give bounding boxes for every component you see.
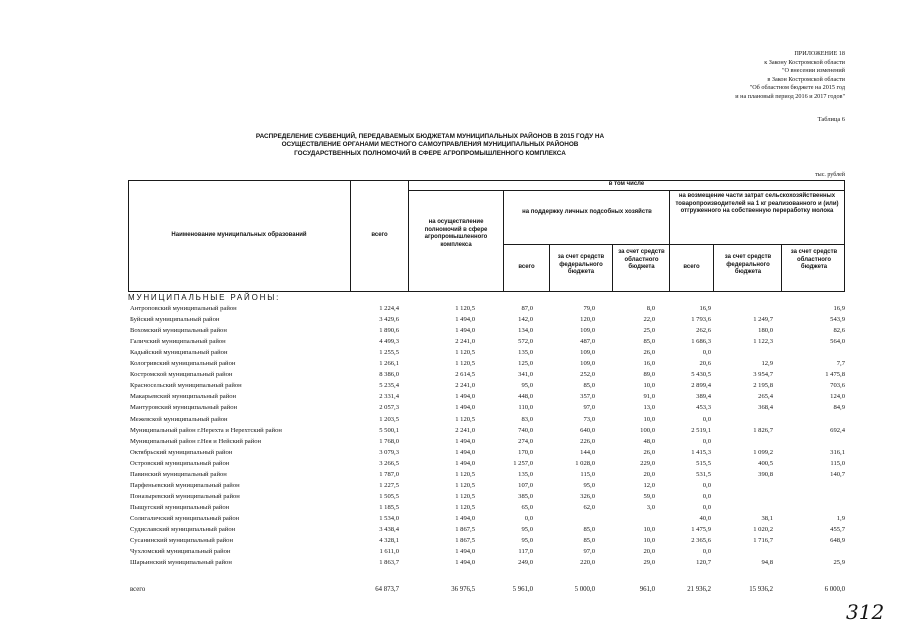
value-cell: 1 768,0 bbox=[379, 437, 399, 445]
value-cell: 59,0 bbox=[643, 492, 655, 500]
col-federal-header: за счет средств федерального бюджета bbox=[557, 254, 605, 276]
value-cell: 7,7 bbox=[836, 360, 845, 368]
document-title bbox=[180, 133, 680, 158]
district-name-cell: Сусанинский муниципальный район bbox=[130, 537, 233, 545]
value-cell: 20,0 bbox=[643, 548, 655, 556]
value-cell: 2 241,0 bbox=[455, 426, 475, 434]
value-cell: 1 224,4 bbox=[379, 305, 399, 312]
value-cell: 740,0 bbox=[518, 426, 533, 434]
total-cell: 5 000,0 bbox=[574, 586, 595, 593]
value-cell: 1 255,5 bbox=[379, 349, 399, 357]
value-cell: 1 120,5 bbox=[455, 470, 475, 478]
total-cell: 15 936,2 bbox=[749, 586, 773, 593]
value-cell: 29,0 bbox=[643, 559, 655, 567]
value-cell: 487,0 bbox=[580, 338, 595, 346]
district-name-cell: Красносельский муниципальный район bbox=[130, 382, 242, 390]
value-cell: 82,6 bbox=[833, 327, 845, 335]
value-cell: 117,0 bbox=[518, 548, 533, 556]
value-cell: 1 494,0 bbox=[455, 448, 475, 456]
value-cell: 8,0 bbox=[646, 305, 655, 312]
value-cell: 1 120,5 bbox=[455, 415, 475, 423]
value-cell: 1 185,5 bbox=[379, 503, 399, 511]
value-cell: 1 494,0 bbox=[455, 393, 475, 401]
value-cell: 85,0 bbox=[583, 526, 595, 533]
value-cell: 1 494,0 bbox=[455, 316, 475, 324]
value-cell: 62,0 bbox=[583, 503, 595, 511]
table-row bbox=[0, 349, 905, 360]
units-label: тыс. рублей bbox=[815, 172, 845, 178]
value-cell: 1 203,5 bbox=[379, 415, 399, 423]
district-name-cell: Чухломский муниципальный район bbox=[130, 548, 231, 556]
value-cell: 95,0 bbox=[521, 526, 533, 533]
value-cell: 1 494,0 bbox=[455, 327, 475, 335]
value-cell: 120,0 bbox=[580, 316, 595, 324]
value-cell: 1 863,7 bbox=[379, 559, 399, 567]
value-cell: 5 430,5 bbox=[691, 371, 711, 379]
value-cell: 3 438,4 bbox=[379, 526, 399, 533]
value-cell: 135,0 bbox=[518, 349, 533, 357]
value-cell: 2 365,6 bbox=[691, 537, 711, 545]
col-subtotal-header: всего bbox=[518, 264, 535, 270]
value-cell: 1 494,0 bbox=[455, 459, 475, 467]
value-cell: 1 120,5 bbox=[455, 503, 475, 511]
value-cell: 692,4 bbox=[830, 426, 845, 434]
value-cell: 95,0 bbox=[583, 481, 595, 489]
table-row bbox=[0, 338, 905, 349]
value-cell: 2 614,5 bbox=[455, 371, 475, 379]
value-cell: 91,0 bbox=[643, 393, 655, 401]
value-cell: 1 266,1 bbox=[379, 360, 399, 368]
value-cell: 20,6 bbox=[699, 360, 711, 368]
value-cell: 1,9 bbox=[836, 514, 845, 522]
value-cell: 368,4 bbox=[758, 404, 773, 412]
header-line: к Закону Костромской области bbox=[764, 58, 845, 66]
value-cell: 1 494,0 bbox=[455, 404, 475, 412]
district-name-cell: Мантуровский муниципальный район bbox=[130, 404, 238, 412]
value-cell: 515,5 bbox=[696, 459, 711, 467]
value-cell: 13,0 bbox=[643, 404, 655, 412]
district-name-cell: Шарьинский муниципальный район bbox=[130, 559, 232, 567]
total-label: всего bbox=[130, 586, 146, 593]
section-title: МУНИЦИПАЛЬНЫЕ РАЙОНЫ: bbox=[128, 293, 281, 302]
value-cell: 1 120,5 bbox=[455, 492, 475, 500]
value-cell: 249,0 bbox=[518, 559, 533, 567]
value-cell: 125,0 bbox=[518, 360, 533, 368]
value-cell: 85,0 bbox=[583, 382, 595, 390]
value-cell: 1 122,3 bbox=[753, 338, 773, 346]
value-cell: 120,7 bbox=[696, 559, 711, 567]
value-cell: 115,0 bbox=[830, 459, 845, 467]
value-cell: 531,5 bbox=[696, 470, 711, 478]
table-row bbox=[0, 393, 905, 404]
value-cell: 1 867,5 bbox=[455, 537, 475, 545]
value-cell: 1 494,0 bbox=[455, 514, 475, 522]
table-row bbox=[0, 537, 905, 548]
district-name-cell: Межевской муниципальный район bbox=[130, 415, 228, 423]
value-cell: 1 494,0 bbox=[455, 548, 475, 556]
total-cell: 5 961,0 bbox=[512, 586, 533, 593]
value-cell: 1 475,9 bbox=[691, 526, 711, 533]
total-cell: 36 976,5 bbox=[451, 586, 475, 593]
value-cell: 73,0 bbox=[583, 415, 595, 423]
value-cell: 109,0 bbox=[580, 360, 595, 368]
district-name-cell: Судиславский муниципальный район bbox=[130, 526, 236, 533]
total-cell: 961,0 bbox=[639, 586, 655, 593]
value-cell: 1 099,2 bbox=[753, 448, 773, 456]
value-cell: 1 227,5 bbox=[379, 481, 399, 489]
table-row bbox=[0, 427, 905, 438]
value-cell: 1 120,5 bbox=[455, 305, 475, 312]
value-cell: 2 519,1 bbox=[691, 426, 711, 434]
table-row bbox=[0, 526, 905, 537]
district-name-cell: Костромской муниципальный район bbox=[130, 371, 233, 379]
value-cell: 115,0 bbox=[580, 470, 595, 478]
value-cell: 100,0 bbox=[640, 426, 655, 434]
value-cell: 357,0 bbox=[580, 393, 595, 401]
value-cell: 1 249,7 bbox=[753, 316, 773, 324]
value-cell: 84,9 bbox=[833, 404, 845, 412]
value-cell: 2 057,3 bbox=[379, 404, 399, 412]
value-cell: 453,3 bbox=[696, 404, 711, 412]
value-cell: 226,0 bbox=[580, 437, 595, 445]
col-personal-farms-header: на поддержку личных подсобных хозяйств bbox=[522, 209, 652, 215]
value-cell: 38,1 bbox=[761, 514, 773, 522]
value-cell: 0,0 bbox=[702, 548, 711, 556]
table-row bbox=[0, 482, 905, 493]
district-name-cell: Кологривский муниципальный район bbox=[130, 360, 236, 368]
value-cell: 2 899,4 bbox=[691, 382, 711, 390]
value-cell: 124,0 bbox=[830, 393, 845, 401]
value-cell: 109,0 bbox=[580, 327, 595, 335]
district-name-cell: Пыщугский муниципальный район bbox=[130, 503, 230, 511]
value-cell: 0,0 bbox=[702, 415, 711, 423]
district-name-cell: Октябрьский муниципальный район bbox=[130, 448, 233, 456]
value-cell: 1 686,3 bbox=[691, 338, 711, 346]
value-cell: 274,0 bbox=[518, 437, 533, 445]
value-cell: 16,0 bbox=[643, 360, 655, 368]
col-regional-header: за счет средств областного бюджета bbox=[618, 249, 665, 271]
value-cell: 1 505,5 bbox=[379, 492, 399, 500]
value-cell: 385,0 bbox=[518, 492, 533, 500]
value-cell: 648,9 bbox=[830, 537, 845, 545]
col-in-that-header: в том числе bbox=[608, 181, 645, 187]
col-name-header: Наименование муниципальных образований bbox=[171, 232, 307, 238]
total-cell: 6 000,0 bbox=[824, 586, 845, 593]
value-cell: 0,0 bbox=[702, 492, 711, 500]
value-cell: 1 867,5 bbox=[455, 526, 475, 533]
value-cell: 3 954,7 bbox=[753, 371, 773, 379]
value-cell: 107,0 bbox=[518, 481, 533, 489]
value-cell: 572,0 bbox=[518, 338, 533, 346]
value-cell: 1 494,0 bbox=[455, 559, 475, 567]
value-cell: 316,1 bbox=[830, 448, 845, 456]
value-cell: 40,0 bbox=[699, 514, 711, 522]
district-name-cell: Вохомский муниципальный район bbox=[130, 327, 227, 335]
value-cell: 326,0 bbox=[580, 492, 595, 500]
value-cell: 1 611,0 bbox=[379, 548, 399, 556]
value-cell: 1 787,0 bbox=[379, 470, 399, 478]
value-cell: 16,9 bbox=[833, 305, 845, 312]
table-row bbox=[0, 471, 905, 482]
total-cell: 21 936,2 bbox=[687, 586, 711, 593]
value-cell: 703,6 bbox=[830, 382, 845, 390]
district-name-cell: Павинский муниципальный район bbox=[130, 470, 227, 478]
value-cell: 25,9 bbox=[833, 559, 845, 567]
value-cell: 448,0 bbox=[518, 393, 533, 401]
value-cell: 10,0 bbox=[643, 526, 655, 533]
value-cell: 135,0 bbox=[518, 470, 533, 478]
value-cell: 1 716,7 bbox=[753, 537, 773, 545]
table-row bbox=[0, 360, 905, 371]
table-row bbox=[0, 371, 905, 382]
col-regional-header: за счет средств областного бюджета bbox=[790, 249, 838, 271]
table-row bbox=[0, 416, 905, 427]
value-cell: 110,0 bbox=[518, 404, 533, 412]
value-cell: 142,0 bbox=[518, 316, 533, 324]
value-cell: 65,0 bbox=[521, 503, 533, 511]
table-row bbox=[0, 382, 905, 393]
district-name-cell: Парфеньевский муниципальный район bbox=[130, 481, 240, 489]
value-cell: 10,0 bbox=[643, 415, 655, 423]
value-cell: 1 826,7 bbox=[753, 426, 773, 434]
value-cell: 3 266,5 bbox=[379, 459, 399, 467]
district-name-cell: Муниципальный район г.Нея и Нейский район bbox=[130, 437, 262, 445]
value-cell: 0,0 bbox=[524, 514, 533, 522]
value-cell: 48,0 bbox=[643, 437, 655, 445]
value-cell: 1 494,0 bbox=[455, 437, 475, 445]
value-cell: 87,0 bbox=[521, 305, 533, 312]
value-cell: 83,0 bbox=[521, 415, 533, 423]
value-cell: 1 793,6 bbox=[691, 316, 711, 324]
district-name-cell: Макарьевский муниципальный район bbox=[130, 393, 237, 401]
title-line: ОСУЩЕСТВЛЕНИЕ ОРГАНАМИ МЕСТНОГО САМОУПРАВЛЕНИЯ МУНИЦИПАЛЬНЫХ РАЙОНОВ bbox=[281, 141, 579, 149]
value-cell: 89,0 bbox=[643, 371, 655, 379]
value-cell: 4 328,1 bbox=[379, 537, 399, 545]
value-cell: 2 241,0 bbox=[455, 338, 475, 346]
value-cell: 25,0 bbox=[643, 327, 655, 335]
district-name-cell: Антроповский муниципальный район bbox=[130, 305, 237, 312]
col-agro-header: на осуществление полномочий в сфере агропромышленного комплекса bbox=[424, 219, 488, 248]
value-cell: 12,9 bbox=[761, 360, 773, 368]
value-cell: 389,4 bbox=[696, 393, 711, 401]
value-cell: 85,0 bbox=[583, 537, 595, 545]
value-cell: 95,0 bbox=[521, 537, 533, 545]
value-cell: 5 235,4 bbox=[379, 382, 399, 390]
value-cell: 95,0 bbox=[521, 382, 533, 390]
value-cell: 0,0 bbox=[702, 481, 711, 489]
value-cell: 265,4 bbox=[758, 393, 773, 401]
page-number: 312 bbox=[846, 600, 885, 624]
table-row bbox=[0, 493, 905, 504]
value-cell: 20,0 bbox=[643, 470, 655, 478]
table-row bbox=[0, 305, 905, 316]
value-cell: 220,0 bbox=[580, 559, 595, 567]
value-cell: 109,0 bbox=[580, 349, 595, 357]
value-cell: 400,5 bbox=[758, 459, 773, 467]
header-line: и на плановый период 2016 и 2017 годов" bbox=[735, 92, 845, 100]
value-cell: 0,0 bbox=[702, 503, 711, 511]
district-name-cell: Кадыйский муниципальный район bbox=[130, 349, 228, 357]
value-cell: 1 028,0 bbox=[575, 459, 595, 467]
value-cell: 170,0 bbox=[518, 448, 533, 456]
title-line: РАСПРЕДЕЛЕНИЕ СУБВЕНЦИЙ, ПЕРЕДАВАЕМЫХ БЮДЖЕТАМ МУНИЦИПАЛЬНЫХ РАЙОНОВ В 2015 ГОДУ НА bbox=[255, 133, 605, 140]
value-cell: 4 499,3 bbox=[379, 338, 399, 346]
header-line: "Об областном бюджете на 2015 год bbox=[749, 84, 845, 92]
value-cell: 134,0 bbox=[518, 327, 533, 335]
value-cell: 97,0 bbox=[583, 404, 595, 412]
value-cell: 3,0 bbox=[646, 503, 655, 511]
value-cell: 94,8 bbox=[761, 559, 773, 567]
district-name-cell: Буйский муниципальный район bbox=[130, 316, 220, 324]
value-cell: 455,7 bbox=[830, 526, 845, 533]
value-cell: 1 257,0 bbox=[513, 459, 533, 467]
value-cell: 1 120,5 bbox=[455, 349, 475, 357]
total-row bbox=[0, 586, 905, 597]
value-cell: 79,0 bbox=[583, 305, 595, 312]
district-name-cell: Муниципальный район г.Нерехта и Нерехтский район bbox=[130, 426, 282, 434]
title-line: ГОСУДАРСТВЕННЫХ ПОЛНОМОЧИЙ В СФЕРЕ АГРОПРОМЫШЛЕННОГО КОМПЛЕКСА bbox=[294, 149, 566, 157]
value-cell: 2 195,8 bbox=[753, 382, 773, 390]
district-name-cell: Поназыревский муниципальный район bbox=[130, 492, 240, 500]
value-cell: 12,0 bbox=[643, 481, 655, 489]
value-cell: 22,0 bbox=[643, 316, 655, 324]
table-label: Таблица 6 bbox=[817, 116, 845, 123]
district-name-cell: Галичский муниципальный район bbox=[130, 338, 226, 346]
table-row bbox=[0, 504, 905, 515]
value-cell: 0,0 bbox=[702, 437, 711, 445]
value-cell: 390,8 bbox=[758, 470, 773, 478]
value-cell: 10,0 bbox=[643, 537, 655, 545]
table-row bbox=[0, 460, 905, 471]
value-cell: 640,0 bbox=[580, 426, 595, 434]
value-cell: 0,0 bbox=[702, 349, 711, 357]
value-cell: 97,0 bbox=[583, 548, 595, 556]
table-row bbox=[0, 515, 905, 526]
value-cell: 3 429,6 bbox=[379, 316, 399, 324]
col-federal-header: за счет средств федерального бюджета bbox=[724, 254, 772, 276]
col-total-header: всего bbox=[371, 232, 388, 238]
value-cell: 8 386,0 bbox=[379, 371, 399, 379]
value-cell: 10,0 bbox=[643, 382, 655, 390]
table-row bbox=[0, 449, 905, 460]
value-cell: 3 079,3 bbox=[379, 448, 399, 456]
district-name-cell: Островский муниципальный район bbox=[130, 459, 230, 467]
header-line: ПРИЛОЖЕНИЕ 18 bbox=[794, 50, 845, 57]
value-cell: 1 120,5 bbox=[455, 481, 475, 489]
value-cell: 543,9 bbox=[830, 316, 845, 324]
value-cell: 252,0 bbox=[580, 371, 595, 379]
value-cell: 2 331,4 bbox=[379, 393, 399, 401]
value-cell: 140,7 bbox=[830, 470, 845, 478]
value-cell: 262,6 bbox=[696, 327, 711, 335]
col-subtotal-header: всего bbox=[683, 264, 700, 270]
total-cell: 64 873,7 bbox=[375, 586, 399, 593]
value-cell: 144,0 bbox=[580, 448, 595, 456]
value-cell: 1 415,3 bbox=[691, 448, 711, 456]
value-cell: 5 500,1 bbox=[379, 426, 399, 434]
value-cell: 1 020,2 bbox=[753, 526, 773, 533]
table-row bbox=[0, 404, 905, 415]
table-row bbox=[0, 327, 905, 338]
value-cell: 16,9 bbox=[699, 305, 711, 312]
table-row bbox=[0, 548, 905, 559]
col-compensation-header: на возмещение части затрат сельскохозяйственных товаропроизводителей на 1 кг реализованного и (или) отгруженного на собственную переработку молока bbox=[675, 193, 839, 215]
value-cell: 26,0 bbox=[643, 448, 655, 456]
header-line: в Закон Костромской области bbox=[767, 75, 845, 83]
table-row bbox=[0, 438, 905, 449]
appendix-header bbox=[735, 50, 845, 102]
value-cell: 564,0 bbox=[830, 338, 845, 346]
header-line: "О внесении изменений bbox=[781, 67, 845, 75]
district-name-cell: Солигаличский муниципальный район bbox=[130, 514, 240, 522]
value-cell: 85,0 bbox=[643, 338, 655, 346]
table-row bbox=[0, 316, 905, 327]
value-cell: 180,0 bbox=[758, 327, 773, 335]
value-cell: 341,0 bbox=[518, 371, 533, 379]
value-cell: 229,0 bbox=[640, 459, 655, 467]
table-row bbox=[0, 559, 905, 570]
value-cell: 2 241,0 bbox=[455, 382, 475, 390]
value-cell: 1 890,6 bbox=[379, 327, 399, 335]
value-cell: 1 120,5 bbox=[455, 360, 475, 368]
value-cell: 1 534,0 bbox=[379, 514, 399, 522]
value-cell: 1 475,8 bbox=[825, 371, 845, 379]
value-cell: 26,0 bbox=[643, 349, 655, 357]
